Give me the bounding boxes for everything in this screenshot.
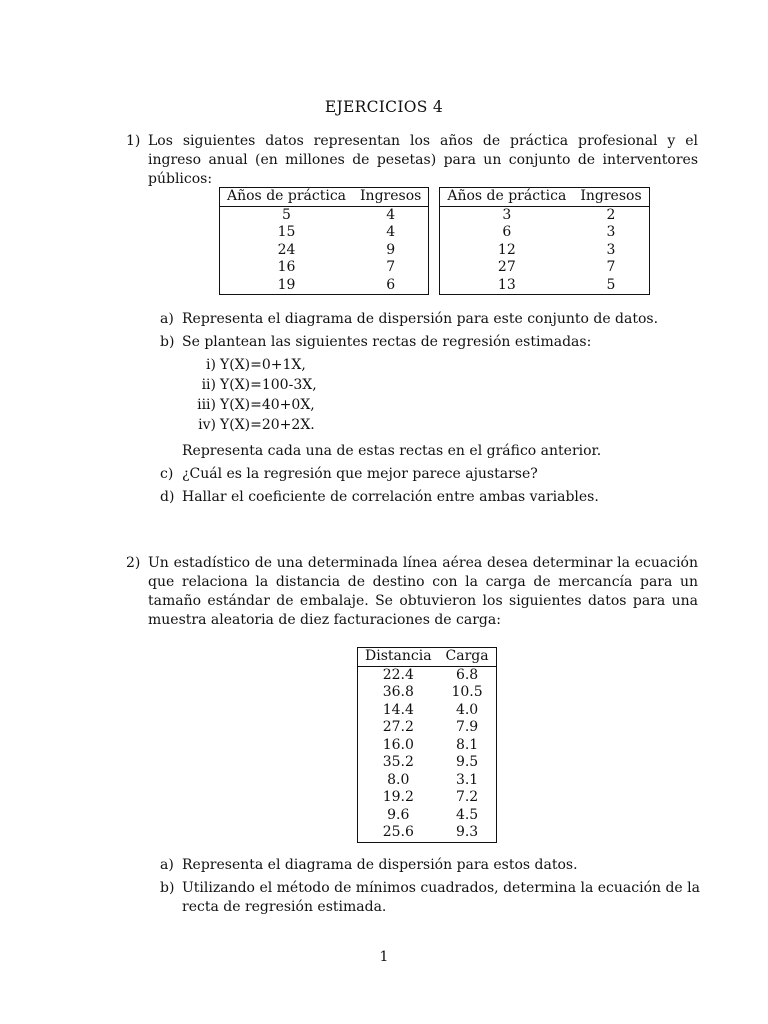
- table-cell: 6: [502, 224, 512, 240]
- table-row: [220, 277, 429, 295]
- years-income-table-left: [219, 187, 429, 295]
- table-row: [440, 206, 649, 224]
- problem-2-table-wrapper: [357, 647, 497, 843]
- table-row: [358, 789, 497, 807]
- table-row: [440, 277, 649, 295]
- question-label: a): [160, 857, 174, 873]
- question-1a: [160, 310, 700, 329]
- regression-line-item: [182, 376, 700, 396]
- table-row: [358, 702, 497, 720]
- table-cell: 10.5: [451, 684, 483, 700]
- table-cell: 4.5: [455, 806, 479, 823]
- table-cell: 9.3: [455, 824, 479, 840]
- table-cell: 13: [497, 276, 516, 293]
- item-label: ii): [201, 377, 216, 393]
- table-cell: 4.0: [455, 701, 479, 718]
- table-cell: 9.6: [387, 806, 410, 823]
- problem-2: [126, 554, 698, 630]
- table-row: [358, 719, 497, 737]
- table-cell: 4: [386, 206, 396, 223]
- table-row: [440, 242, 649, 260]
- problem-1: [126, 132, 698, 189]
- question-label: b): [160, 334, 175, 350]
- question-1b-note: Representa cada una de estas rectas en el gráfico anterior.: [182, 443, 602, 459]
- table-cell: 6: [386, 276, 396, 293]
- question-label: d): [160, 489, 175, 505]
- problem-2-questions: [160, 856, 700, 921]
- table-row: [358, 666, 497, 684]
- item-text: Y(X)=20+2X.: [220, 417, 315, 433]
- table-row: [440, 224, 649, 242]
- column-header-years: Años de práctica: [220, 188, 354, 207]
- question-1c: [160, 465, 700, 484]
- problem-1-number: 1): [126, 133, 141, 149]
- problem-1-questions: [160, 310, 700, 511]
- table-cell: 5: [606, 276, 616, 293]
- table-row: [220, 259, 429, 277]
- table-row: [440, 259, 649, 277]
- table-cell: 4: [386, 224, 396, 240]
- table-cell: 6.8: [455, 666, 479, 683]
- table-row: [358, 824, 497, 842]
- problem-1-tables: [219, 187, 650, 295]
- column-header-income: Ingresos: [573, 188, 649, 207]
- question-text: Representa el diagrama de dispersión para este conjunto de datos.: [182, 311, 659, 327]
- column-header-distance: Distancia: [358, 648, 439, 667]
- column-header-income: Ingresos: [353, 188, 429, 207]
- table-cell: 7: [606, 259, 616, 275]
- regression-lines-list: [182, 356, 700, 436]
- table-cell: 9: [386, 241, 396, 258]
- table-cell: 22.4: [382, 666, 414, 683]
- distance-cargo-table: [357, 647, 497, 843]
- table-cell: 9.5: [455, 754, 479, 770]
- table-cell: 12: [497, 241, 516, 258]
- table-cell: 19: [277, 276, 296, 293]
- item-label: iii): [197, 397, 216, 413]
- table-cell: 35.2: [382, 754, 414, 770]
- table-row: [358, 807, 497, 825]
- question-text: Representa el diagrama de dispersión para estos datos.: [182, 857, 578, 873]
- table-cell: 16.0: [382, 736, 414, 753]
- problem-2-text: Un estadístico de una determinada línea aérea desea determinar la ecuación que relaciona la distancia de destino con la carga de mercancía para un tamaño estándar de embalaje. Se obtuvieron los siguientes datos para una muestra aleatoria de diez facturaciones de carga:: [148, 555, 698, 628]
- item-text: Y(X)=100-3X,: [220, 377, 317, 393]
- table-row: [358, 737, 497, 755]
- question-label: c): [160, 466, 174, 482]
- question-label: a): [160, 311, 174, 327]
- table-cell: 27: [497, 259, 516, 275]
- table-row: [358, 772, 497, 790]
- question-2b: [160, 879, 700, 917]
- table-row: [358, 684, 497, 702]
- table-cell: 25.6: [382, 824, 414, 840]
- table-cell: 8.0: [387, 771, 410, 788]
- problem-2-number: 2): [126, 555, 141, 571]
- table-cell: 36.8: [382, 684, 414, 700]
- table-cell: 27.2: [382, 719, 414, 735]
- page-number: 1: [379, 949, 389, 965]
- question-text: ¿Cuál es la regresión que mejor parece ajustarse?: [182, 466, 538, 482]
- table-row: [220, 242, 429, 260]
- table-cell: 19.2: [382, 789, 414, 805]
- table-row: [220, 206, 429, 224]
- table-cell: 14.4: [382, 701, 414, 718]
- question-label: b): [160, 880, 175, 896]
- regression-line-item: [182, 416, 700, 436]
- regression-line-item: [182, 396, 700, 416]
- page-title: EJERCICIOS 4: [324, 98, 444, 116]
- item-label: i): [206, 357, 216, 373]
- table-cell: 3: [502, 206, 512, 223]
- table-cell: 24: [277, 241, 296, 258]
- table-cell: 15: [277, 224, 296, 240]
- table-cell: 3: [606, 241, 616, 258]
- table-cell: 7: [386, 259, 396, 275]
- table-cell: 3: [606, 224, 616, 240]
- question-text: Hallar el coeficiente de correlación entre ambas variables.: [182, 489, 599, 505]
- table-cell: 5: [282, 206, 291, 223]
- table-cell: 7.2: [455, 789, 479, 805]
- column-header-years: Años de práctica: [440, 188, 574, 207]
- years-income-table-right: [439, 187, 649, 295]
- question-2a: [160, 856, 700, 875]
- column-header-cargo: Carga: [439, 648, 497, 667]
- problem-1-text: Los siguientes datos representan los años de práctica profesional y el ingreso anual (en millones de pesetas) para un conjunto de interventores públicos:: [148, 133, 698, 187]
- question-text: Utilizando el método de mínimos cuadrados, determina la ecuación de la recta de regresión estimada.: [182, 880, 700, 915]
- table-row: [358, 754, 497, 772]
- table-cell: 2: [606, 206, 616, 223]
- table-cell: 16: [277, 259, 296, 275]
- regression-line-item: [182, 356, 700, 376]
- item-text: Y(X)=0+1X,: [220, 357, 306, 373]
- table-row: [220, 224, 429, 242]
- table-cell: 7.9: [455, 719, 479, 735]
- item-text: Y(X)=40+0X,: [220, 397, 315, 413]
- question-1b: [160, 333, 700, 352]
- question-text: Se plantean las siguientes rectas de regresión estimadas:: [182, 334, 592, 350]
- item-label: iv): [198, 417, 216, 433]
- table-cell: 3.1: [455, 771, 479, 788]
- table-cell: 8.1: [455, 736, 479, 753]
- question-1d: [160, 488, 700, 507]
